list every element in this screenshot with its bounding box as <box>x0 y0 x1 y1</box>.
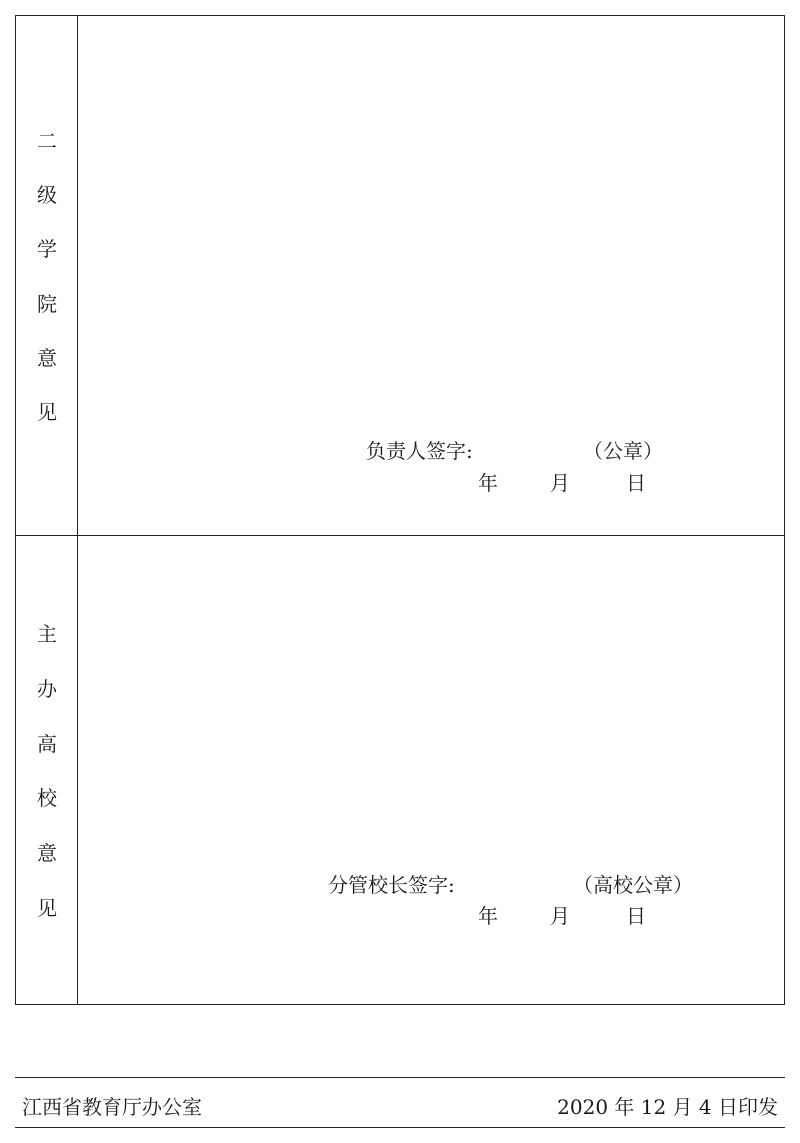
label-char: 院 <box>37 292 57 316</box>
label-char: 学 <box>37 237 57 261</box>
host-university-opinion-label <box>16 536 78 1004</box>
label-char: 见 <box>37 896 57 920</box>
issue-date: 2020 年 12 月 4 日印发 <box>557 1095 778 1119</box>
date-month-label: 月 <box>550 471 570 495</box>
label-char: 意 <box>37 841 57 865</box>
university-seal-label: （高校公章） <box>573 873 693 897</box>
responsible-person-signature-label: 负责人签字: <box>366 439 473 463</box>
host-university-opinion-content[interactable] <box>78 536 784 1004</box>
footer-top-rule <box>15 1077 785 1078</box>
date-day-label: 日 <box>626 471 646 495</box>
vice-president-signature-label: 分管校长签字: <box>328 873 455 897</box>
label-char: 级 <box>37 183 57 207</box>
host-university-opinion-row <box>16 536 784 1004</box>
label-char: 意 <box>37 346 57 370</box>
college-opinion-label <box>16 16 78 535</box>
issuing-office: 江西省教育厅办公室 <box>22 1095 202 1119</box>
date-year-label: 年 <box>478 904 498 928</box>
label-char: 二 <box>37 129 57 153</box>
label-char: 主 <box>37 622 57 646</box>
label-char: 见 <box>37 400 57 424</box>
opinion-form-table <box>15 15 785 1005</box>
college-opinion-content[interactable] <box>78 16 784 535</box>
official-seal-label: （公章） <box>583 439 663 463</box>
date-year-label: 年 <box>478 471 498 495</box>
college-opinion-row <box>16 16 784 536</box>
label-char: 高 <box>37 732 57 756</box>
label-char: 校 <box>37 786 57 810</box>
label-char: 办 <box>37 677 57 701</box>
date-day-label: 日 <box>626 904 646 928</box>
footer-bottom-rule <box>15 1127 785 1128</box>
date-month-label: 月 <box>550 904 570 928</box>
